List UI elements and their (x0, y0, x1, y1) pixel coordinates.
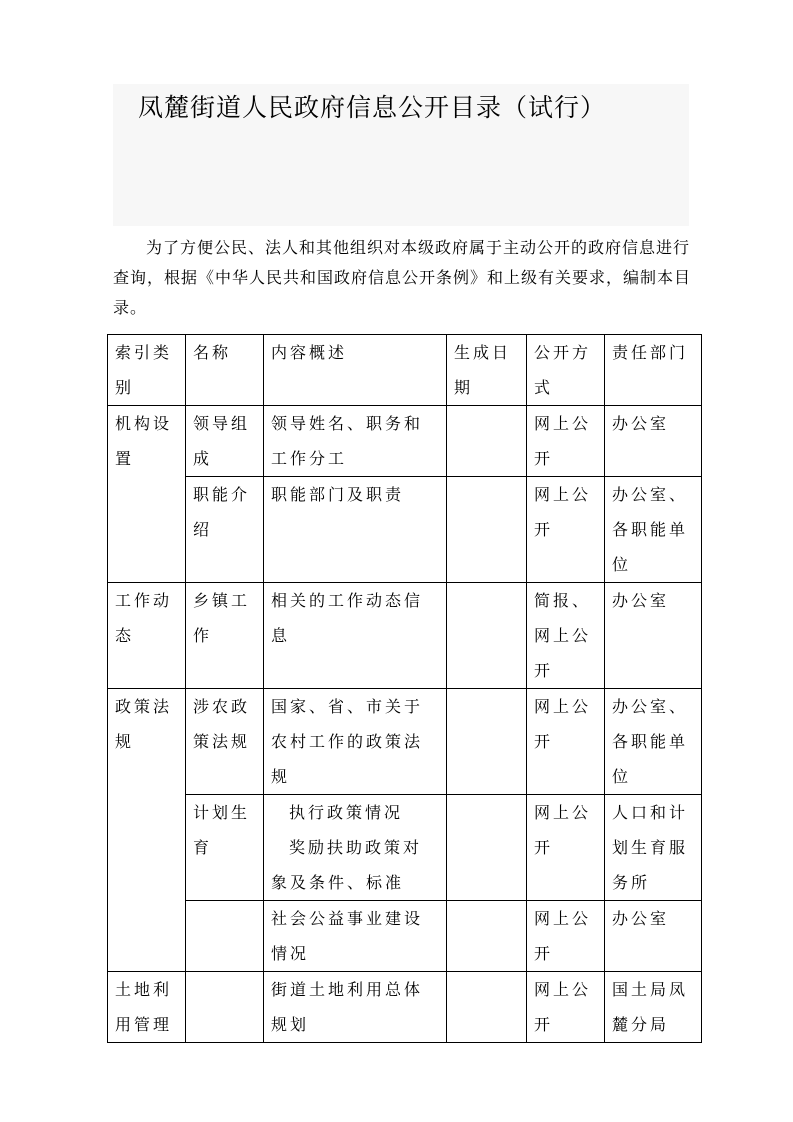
table-row (108, 795, 702, 901)
header-summary: 内容概述 (264, 335, 447, 406)
method-cell: 简报、网上公开 (527, 583, 605, 689)
date-cell (447, 583, 527, 689)
table-row (108, 901, 702, 972)
date-cell (447, 406, 527, 477)
department-cell: 办公室 (605, 406, 702, 477)
summary-cell: 领导姓名、职务和工作分工 (264, 406, 447, 477)
table-row (108, 477, 702, 583)
date-cell (447, 477, 527, 583)
department-cell: 人口和计划生育服务所 (605, 795, 702, 901)
header-department: 责任部门 (605, 335, 702, 406)
category-cell: 工作动态 (108, 583, 186, 689)
date-cell (447, 972, 527, 1043)
name-cell (186, 901, 264, 972)
name-cell: 职能介绍 (186, 477, 264, 583)
table-row (108, 972, 702, 1043)
summary-cell: 相关的工作动态信息 (264, 583, 447, 689)
summary-cell (264, 795, 447, 901)
name-cell: 涉农政策法规 (186, 689, 264, 795)
intro-paragraph: 为了方便公民、法人和其他组织对本级政府属于主动公开的政府信息进行查询，根据《中华人民共和国政府信息公开条例》和上级有关要求，编制本目录。 (113, 238, 692, 317)
header-date: 生成日期 (447, 335, 527, 406)
summary-line: 奖励扶助政策对象及条件、标准 (271, 838, 423, 892)
table-row (108, 583, 702, 689)
department-cell: 办公室、各职能单位 (605, 477, 702, 583)
table-header-row (108, 335, 702, 406)
category-cell: 机构设置 (108, 406, 186, 583)
department-cell: 办公室 (605, 901, 702, 972)
department-cell: 办公室、各职能单位 (605, 689, 702, 795)
header-category: 索引类别 (108, 335, 186, 406)
method-cell: 网上公开 (527, 795, 605, 901)
document-title: 凤麓街道人民政府信息公开目录（试行） (138, 93, 607, 122)
date-cell (447, 901, 527, 972)
method-cell: 网上公开 (527, 477, 605, 583)
name-cell (186, 972, 264, 1043)
method-cell: 网上公开 (527, 901, 605, 972)
name-cell: 领导组成 (186, 406, 264, 477)
method-cell: 网上公开 (527, 972, 605, 1043)
summary-cell: 街道土地利用总体规划 (264, 972, 447, 1043)
date-cell (447, 689, 527, 795)
catalog-table (107, 334, 702, 1043)
summary-cell: 国家、省、市关于农村工作的政策法规 (264, 689, 447, 795)
table-row (108, 689, 702, 795)
method-cell: 网上公开 (527, 689, 605, 795)
header-method: 公开方式 (527, 335, 605, 406)
category-cell: 土地利用管理 (108, 972, 186, 1043)
table-row (108, 406, 702, 477)
department-cell: 办公室 (605, 583, 702, 689)
method-cell: 网上公开 (527, 406, 605, 477)
name-cell: 计划生育 (186, 795, 264, 901)
header-name: 名称 (186, 335, 264, 406)
date-cell (447, 795, 527, 901)
summary-cell: 职能部门及职责 (264, 477, 447, 583)
summary-cell: 社会公益事业建设情况 (264, 901, 447, 972)
name-cell: 乡镇工作 (186, 583, 264, 689)
category-cell: 政策法规 (108, 689, 186, 972)
department-cell: 国土局凤麓分局 (605, 972, 702, 1043)
summary-line: 执行政策情况 (289, 803, 404, 822)
